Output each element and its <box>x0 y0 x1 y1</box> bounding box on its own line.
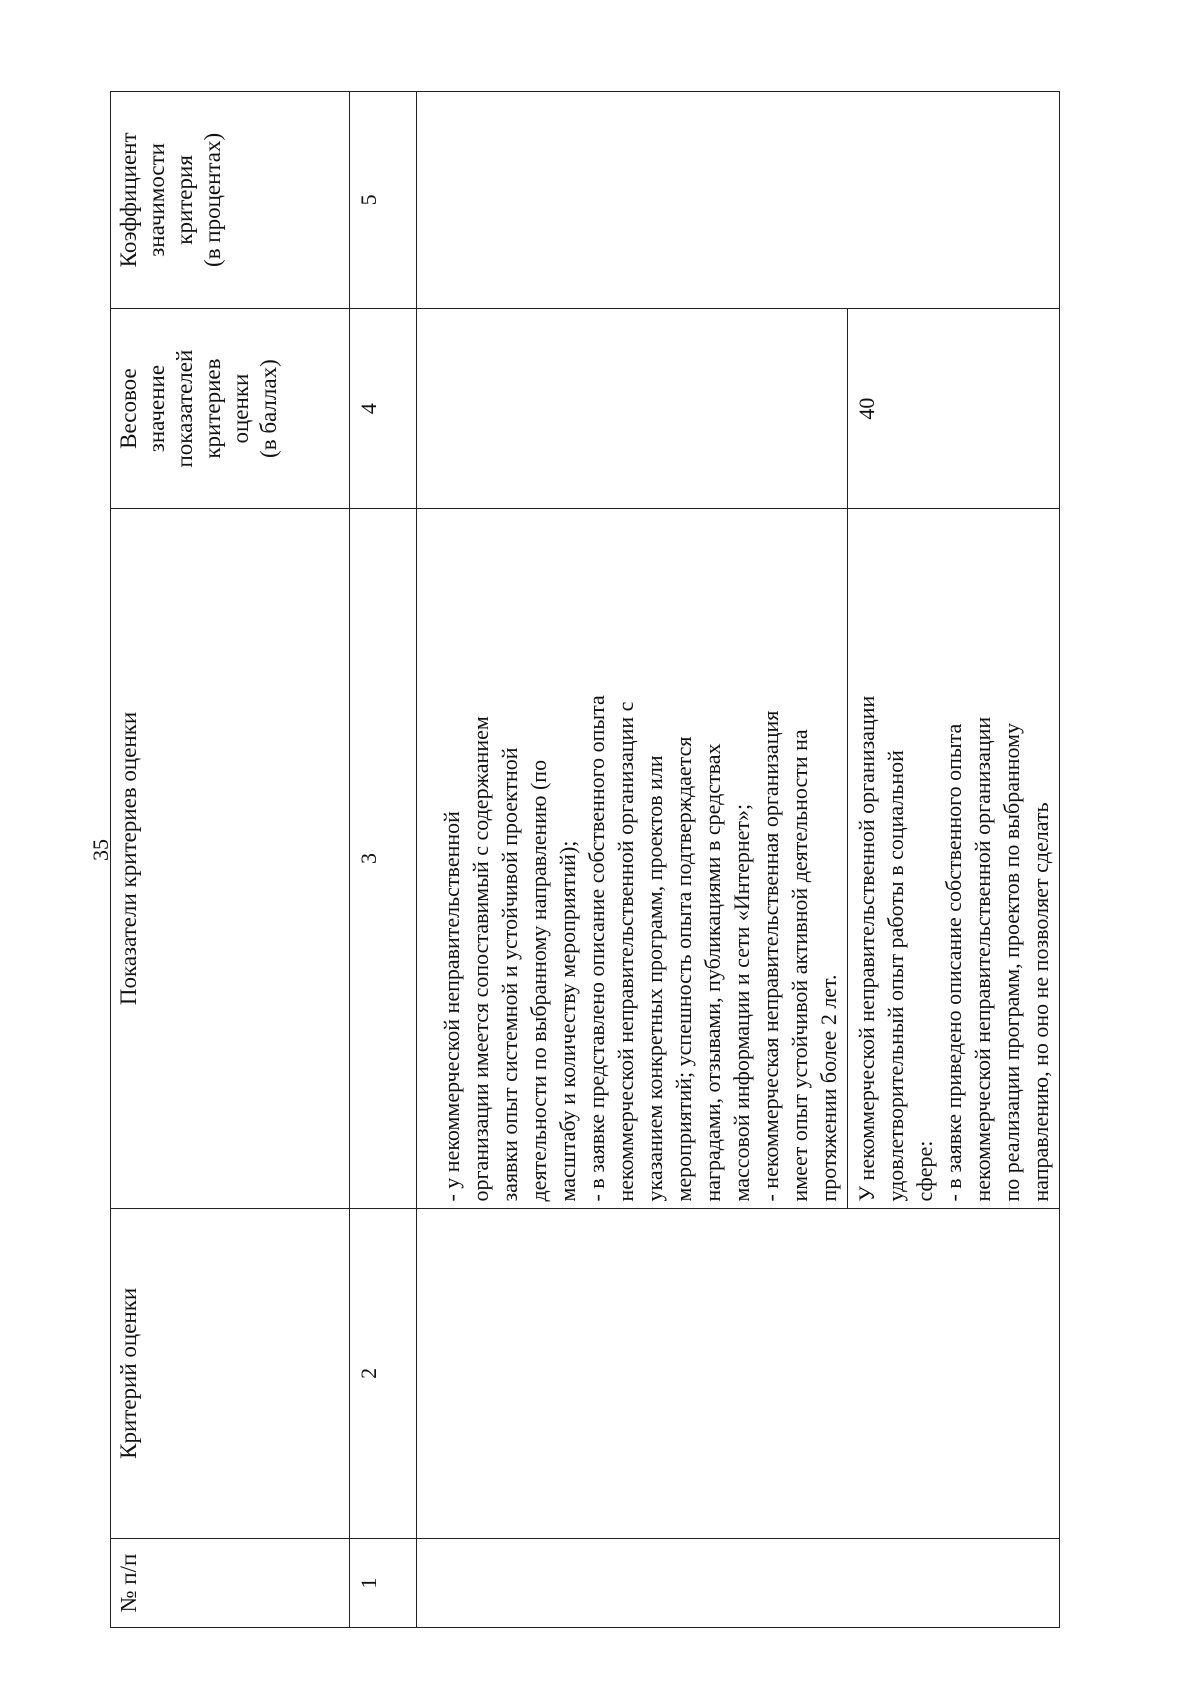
cell-weight-satisfactory: 40 <box>848 308 1060 509</box>
header-row <box>111 92 350 1628</box>
cell-weight-high-empty <box>417 308 848 509</box>
table-row <box>417 92 848 1628</box>
header-indicators: Показатели критериев оценки <box>111 509 350 1208</box>
column-numbers-row <box>350 92 417 1628</box>
cell-number-empty <box>417 1539 1060 1628</box>
criteria-table-sheet <box>110 91 1095 1628</box>
column-number-4: 4 <box>350 308 417 509</box>
header-weight: Весовое значение показателей критериев оценки (в баллах) <box>111 308 350 509</box>
column-number-3: 3 <box>350 509 417 1208</box>
cell-criterion-empty <box>417 1208 1060 1539</box>
cell-indicator-high: - у некоммерческой неправительственной организации имеется сопоставимый с содержанием заявки опыт системной и устойчивой проектной деятельности по выбранному направлению (по масштабу и количеству мероприятий); - в заявке представлено описание собственного опыта некоммерческой неправительственной организации с указанием конкретных программ, проектов или мероприятий; успешность опыта подтверждается наградами, отзывами, публикациями в средствах массовой информации и сети «Интернет»; - некоммерческая неправительственная организация имеет опыт устойчивой активной деятельности на протяжении более 2 лет. <box>417 509 848 1208</box>
page-number: 35 <box>88 839 113 861</box>
criteria-table <box>110 91 1060 1628</box>
header-number: № п/п <box>111 1539 350 1628</box>
cell-coefficient-empty <box>417 92 1060 309</box>
header-coefficient: Коэффициент значимости критерия (в процентах) <box>111 92 350 309</box>
header-criterion: Критерий оценки <box>111 1208 350 1539</box>
cell-indicator-satisfactory: У некоммерческой неправительственной организации удовлетворительный опыт работы в социальной сфере: - в заявке приведено описание собственного опыта некоммерческой неправительственной организации по реализации программ, проектов по выбранному направлению, но оно не позволяет сделать <box>848 509 1060 1208</box>
column-number-2: 2 <box>350 1208 417 1539</box>
column-number-1: 1 <box>350 1539 417 1628</box>
column-number-5: 5 <box>350 92 417 309</box>
